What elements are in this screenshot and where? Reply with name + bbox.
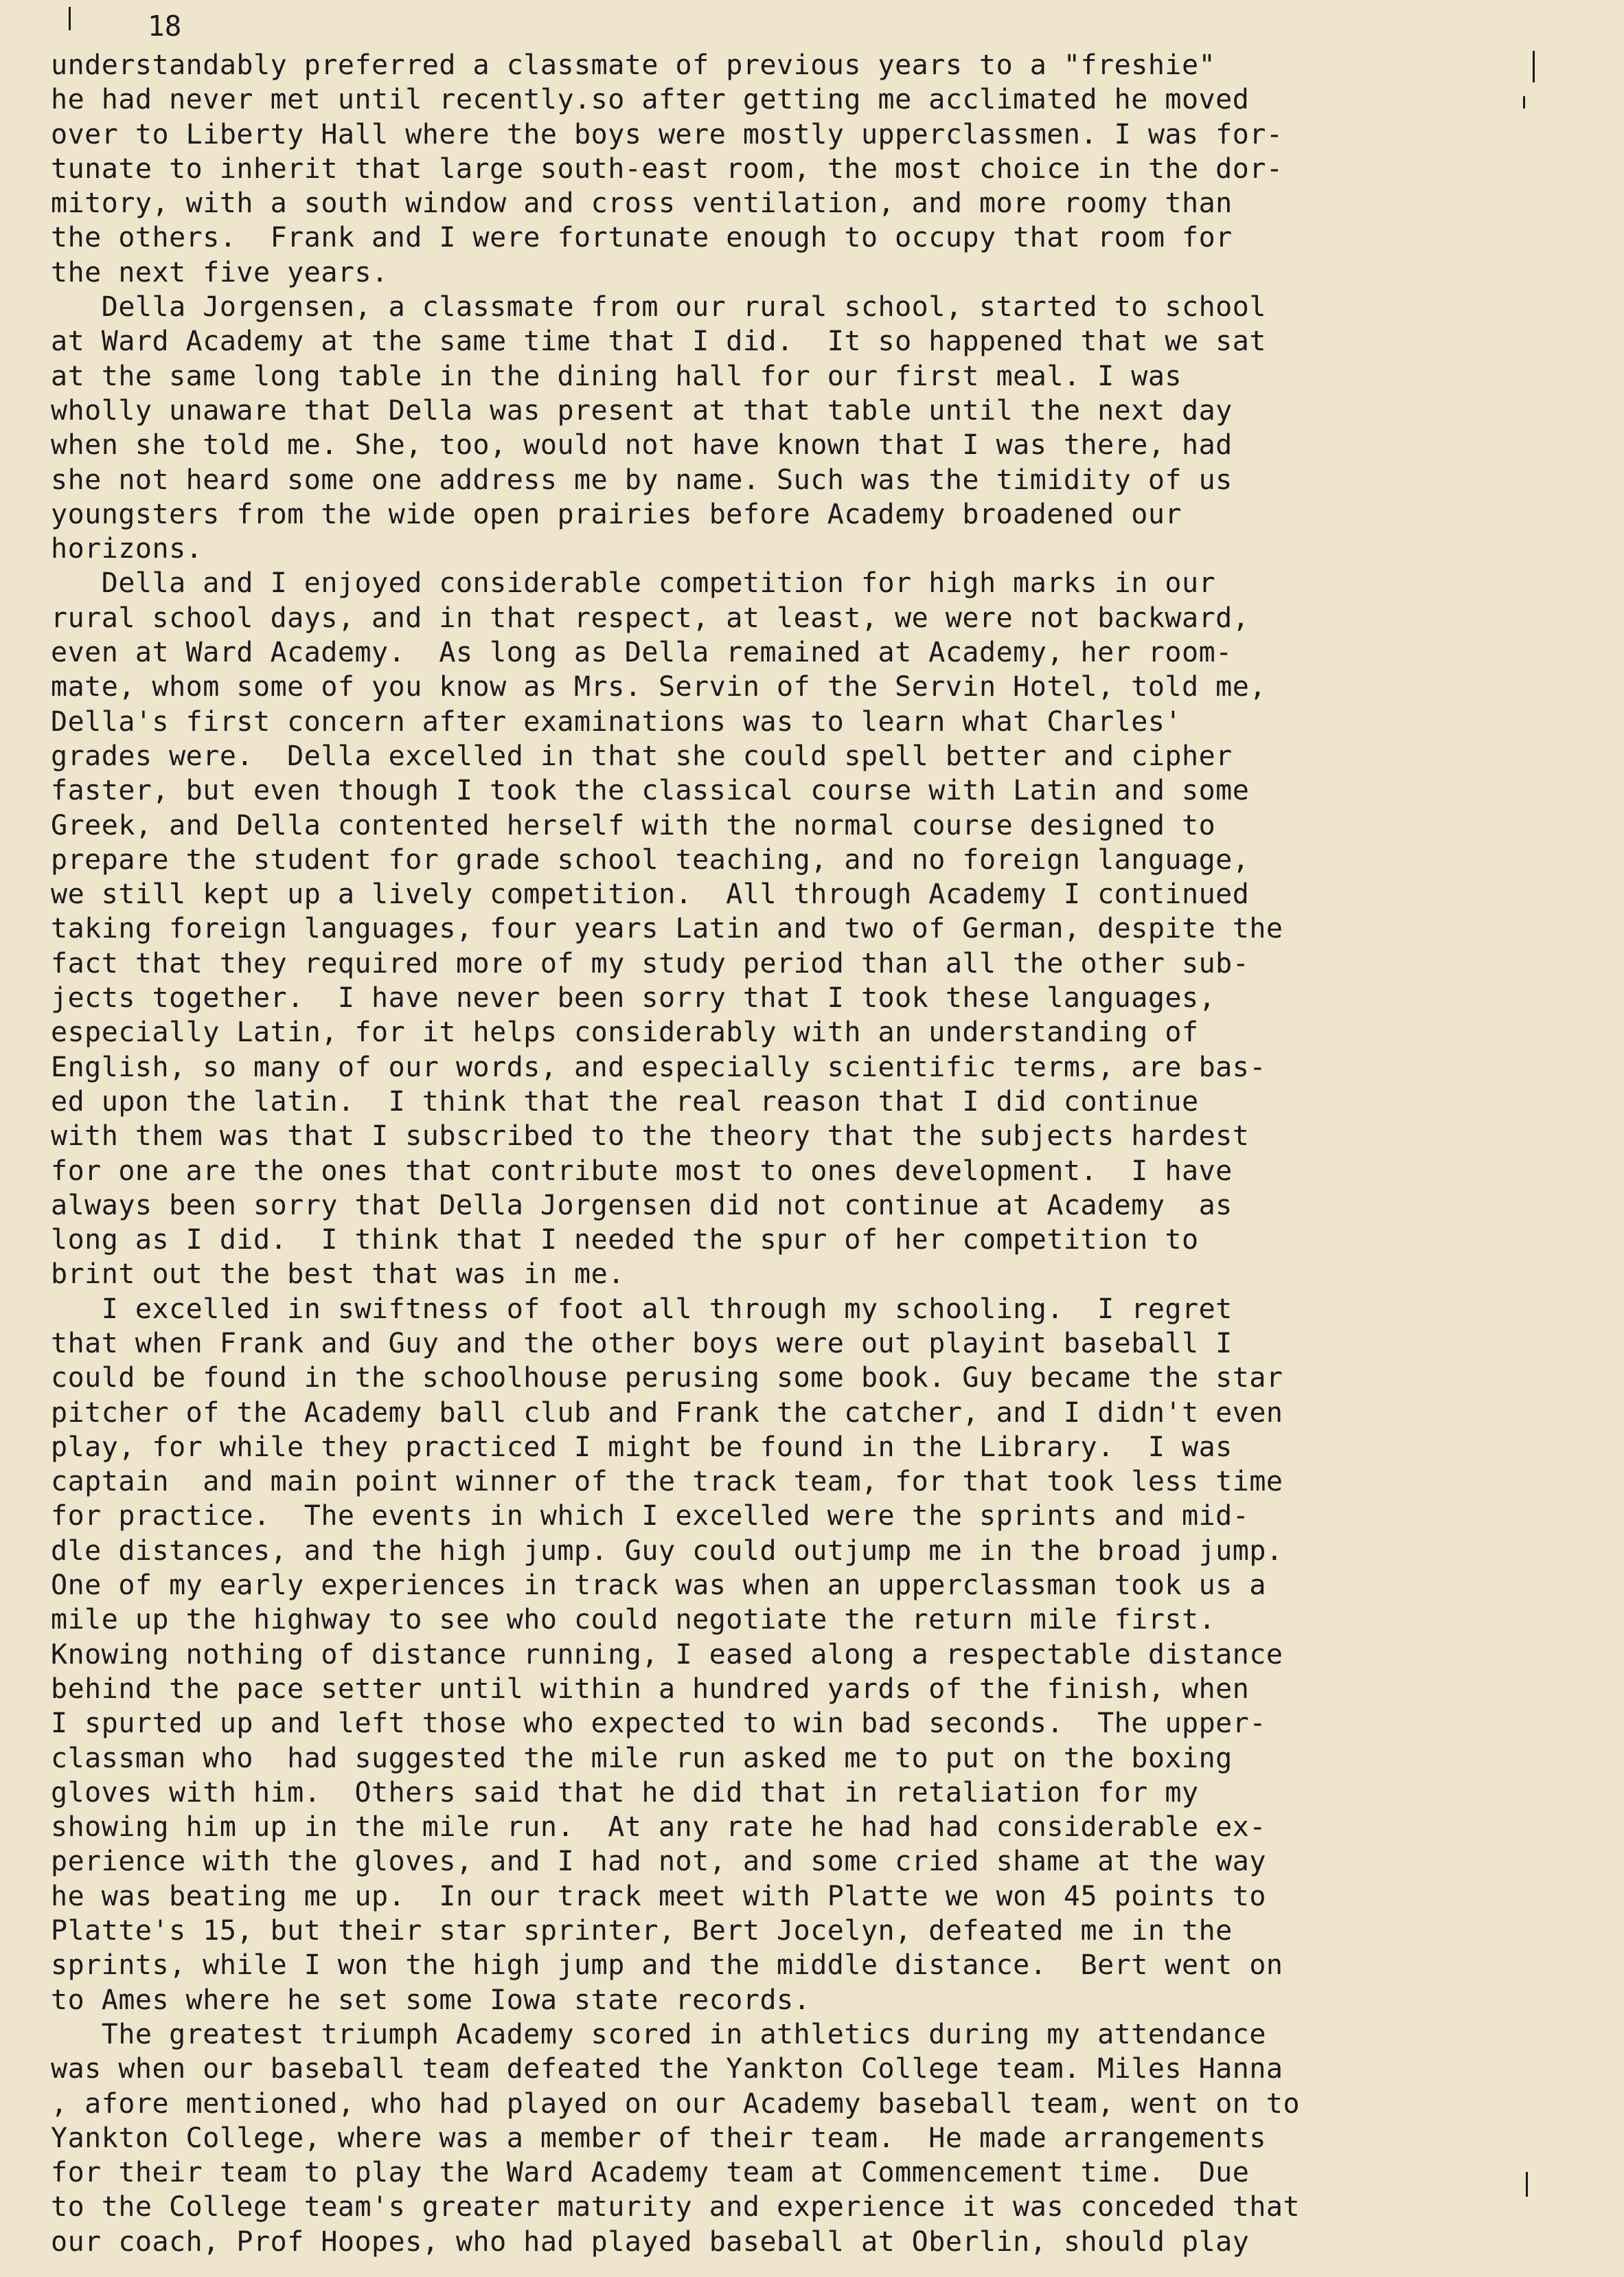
text-line: gloves with him. Others said that he did that in retaliation for my [51,1776,1199,1809]
text-line: dle distances, and the high jump. Guy could outjump me in the broad jump. [51,1534,1283,1567]
text-line: taking foreign languages, four years Latin and two of German, despite the [51,913,1283,945]
text-line: long as I did. I think that I needed the spur of her competition to [51,1224,1199,1256]
text-line: English, so many of our words, and especially scientific terms, are bas- [51,1051,1266,1083]
text-line: prepare the student for grade school teaching, and no foreign language, [51,843,1250,876]
text-line: perience with the gloves, and I had not, and some cried shame at the way [51,1846,1266,1878]
text-line: showing him up in the mile run. At any rate he had had considerable ex- [51,1811,1266,1844]
text-line: to Ames where he set some Iowa state records. [51,1984,811,2016]
text-line: mile up the highway to see who could negotiate the return mile first. [51,1604,1216,1636]
text-line: ed upon the latin. I think that the real reason that I did continue [51,1085,1199,1118]
text-line: wholly unaware that Della was present at that table until the next day [51,394,1233,427]
text-line: Knowing nothing of distance running, I eased along a respectable distance [51,1638,1283,1670]
text-line: Della Jorgensen, a classmate from our rural school, started to school [51,291,1266,324]
text-line: mate, whom some of you know as Mrs. Servin of the Servin Hotel, told me, [51,671,1266,703]
text-line: play, for while they practiced I might be found in the Library. I was [51,1431,1233,1463]
text-line: when she told me. She, too, would not have known that I was there, had [51,429,1233,462]
text-line: she not heard some one address me by name. Such was the timidity of us [51,464,1233,496]
text-line: captain and main point winner of the track team, for that took less time [51,1466,1283,1498]
text-line: Greek, and Della contented herself with the normal course designed to [51,809,1216,841]
text-line: for their team to play the Ward Academy team at Commencement time. Due [51,2157,1250,2189]
text-line: I excelled in swiftness of foot all through my schooling. I regret [51,1293,1233,1325]
text-line: he was beating me up. In our track meet with Platte we won 45 points to [51,1880,1266,1912]
text-line: Della and I enjoyed considerable competition for high marks in our [51,567,1216,600]
text-line: always been sorry that Della Jorgensen did not continue at Academy as [51,1189,1233,1221]
text-line: with them was that I subscribed to the theory that the subjects hardest [51,1120,1250,1153]
text-line: jects together. I have never been sorry that I took these languages, [51,982,1216,1015]
text-line: I spurted up and left those who expected to win bad seconds. The upper- [51,1708,1266,1740]
text-line: mitory, with a south window and cross ventilation, and more roomy than [51,188,1233,220]
text-line: that when Frank and Guy and the other boys were out playint baseball I [51,1327,1233,1359]
text-line: tunate to inherit that large south-east room, the most choice in the dor- [51,152,1283,185]
text-line: Platte's 15, but their star sprinter, Bert Jocelyn, defeated me in the [51,1915,1233,1947]
page-number: 18 [148,10,182,43]
text-line: understandably preferred a classmate of previous years to a "freshie" [51,49,1216,81]
text-line: sprints, while I won the high jump and the middle distance. Bert went on [51,1949,1283,1982]
typed-body-text [51,49,1589,2258]
text-line: was when our baseball team defeated the Yankton College team. Miles Hanna [51,2053,1283,2085]
text-line: could be found in the schoolhouse perusing some book. Guy became the star [51,1362,1283,1394]
text-line: at the same long table in the dining hall for our first meal. I was [51,360,1182,392]
text-line: Yankton College, where was a member of their team. He made arrangements [51,2122,1266,2154]
text-line: pitcher of the Academy ball club and Frank the catcher, and I didn't even [51,1396,1283,1429]
text-line: rural school days, and in that respect, at least, we were not backward, [51,602,1250,634]
text-line: behind the pace setter until within a hundred yards of the finish, when [51,1673,1250,1705]
text-line: The greatest triumph Academy scored in athletics during my attendance [51,2018,1266,2050]
text-line: the next five years. [51,256,389,288]
text-line: grades were. Della excelled in that she could spell better and cipher [51,740,1233,772]
text-line: he had never met until recently.so after getting me acclimated he moved [51,84,1250,116]
text-line: the others. Frank and I were fortunate enough to occupy that room for [51,222,1233,254]
text-line: at Ward Academy at the same time that I did. It so happened that we sat [51,326,1266,358]
text-line: youngsters from the wide open prairies before Academy broadened our [51,498,1182,530]
text-line: Della's first concern after examinations was to learn what Charles' [51,705,1182,738]
text-line: especially Latin, for it helps considerably with an understanding of [51,1017,1199,1049]
text-line: faster, but even though I took the classical course with Latin and some [51,775,1250,807]
text-line: we still kept up a lively competition. All through Academy I continued [51,879,1250,911]
text-line: classman who had suggested the mile run asked me to put on the boxing [51,1742,1233,1774]
text-line: for one are the ones that contribute most to ones development. I have [51,1155,1233,1187]
text-line: brint out the best that was in me. [51,1258,625,1291]
text-line: our coach, Prof Hoopes, who had played baseball at Oberlin, should play [51,2225,1250,2258]
text-line: fact that they required more of my study period than all the other sub- [51,947,1250,979]
text-line: to the College team's greater maturity and experience it was conceded that [51,2191,1301,2223]
text-line: for practice. The events in which I excelled were the sprints and mid- [51,1500,1250,1532]
text-line: over to Liberty Hall where the boys were mostly upperclassmen. I was for- [51,118,1283,150]
text-line: , afore mentioned, who had played on our Academy baseball team, went on to [51,2087,1301,2120]
margin-mark [69,7,71,30]
text-line: horizons. [51,533,203,565]
text-line: even at Ward Academy. As long as Della remained at Academy, her room- [51,637,1233,669]
text-line: One of my early experiences in track was when an upperclassman took us a [51,1570,1266,1602]
